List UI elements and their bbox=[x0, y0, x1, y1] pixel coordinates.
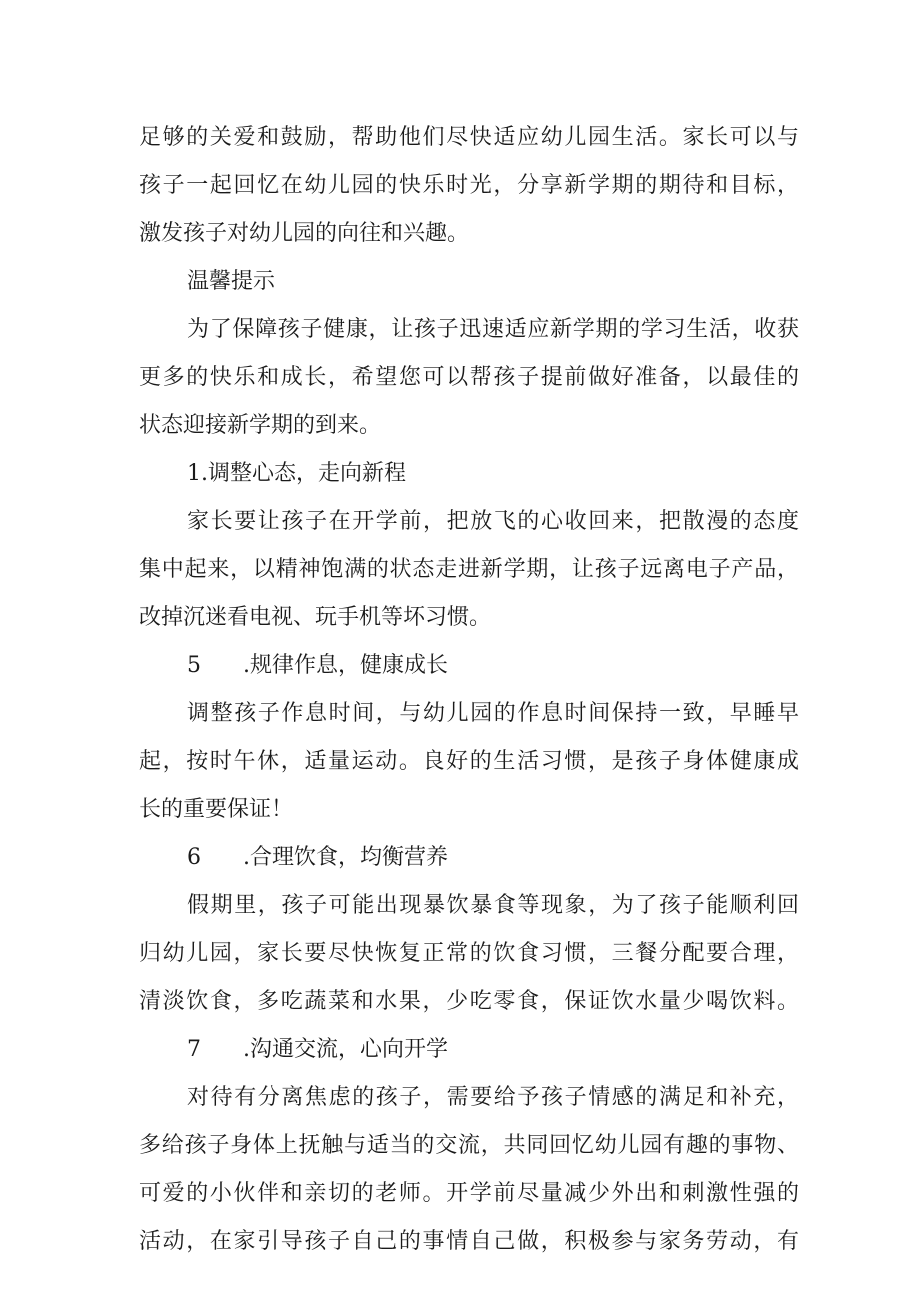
body-line: 家长要让孩子在开学前，把放飞的心收回来，把散漫的态度 bbox=[187, 509, 799, 534]
item-heading bbox=[139, 1026, 799, 1074]
body-line: 清淡饮食，多吃蔬菜和水果，少吃零食，保证饮水量少喝饮料。 bbox=[139, 989, 799, 1014]
body-line: 改掉沉迷看电视、玩手机等坏习惯。 bbox=[139, 605, 492, 630]
body-line: 足够的关爱和鼓励，帮助他们尽快适应幼儿园生活。家长可以与 bbox=[139, 125, 799, 150]
body-line: 可爱的小伙伴和亲切的老师。开学前尽量减少外出和刺激性强的 bbox=[139, 1181, 799, 1206]
body-line: 假期里，孩子可能出现暴饮暴食等现象，为了孩子能顺利回 bbox=[187, 893, 799, 918]
body-line: 为了保障孩子健康，让孩子迅速适应新学期的学习生活，收获 bbox=[187, 317, 799, 342]
body-line: 孩子一起回忆在幼儿园的快乐时光，分享新学期的期待和目标， bbox=[139, 173, 799, 198]
body-line: 调整孩子作息时间，与幼儿园的作息时间保持一致，早睡早 bbox=[187, 701, 799, 726]
item-title: .规律作息，健康成长 bbox=[243, 653, 448, 678]
body-line: 状态迎接新学期的到来。 bbox=[139, 413, 382, 438]
body-line: 多给孩子身体上抚触与适当的交流，共同回忆幼儿园有趣的事物、 bbox=[139, 1133, 799, 1158]
body-line: 起，按时午休，适量运动。良好的生活习惯，是孩子身体健康成 bbox=[139, 749, 799, 774]
item-number: 6 bbox=[187, 845, 201, 870]
body-line: 对待有分离焦虑的孩子，需要给予孩子情感的满足和补充， bbox=[187, 1085, 799, 1110]
item-heading: 1.调整心态，走向新程 bbox=[187, 461, 406, 486]
item-heading bbox=[139, 642, 799, 690]
body-line: 更多的快乐和成长，希望您可以帮孩子提前做好准备，以最佳的 bbox=[139, 365, 799, 390]
item-heading bbox=[139, 834, 799, 882]
item-number: 7 bbox=[187, 1037, 201, 1062]
body-line: 激发孩子对幼儿园的向往和兴趣。 bbox=[139, 221, 470, 246]
document-page bbox=[139, 114, 799, 1266]
body-line: 长的重要保证！ bbox=[139, 797, 294, 822]
section-heading: 温馨提示 bbox=[187, 269, 276, 294]
body-line: 归幼儿园，家长要尽快恢复正常的饮食习惯，三餐分配要合理， bbox=[139, 941, 799, 966]
item-number: 5 bbox=[187, 653, 201, 678]
body-line: 活动，在家引导孩子自己的事情自己做，积极参与家务劳动，有 bbox=[139, 1229, 799, 1254]
body-line: 集中起来，以精神饱满的状态走进新学期，让孩子远离电子产品， bbox=[139, 557, 799, 582]
item-title: .沟通交流，心向开学 bbox=[243, 1037, 448, 1062]
item-title: .合理饮食，均衡营养 bbox=[243, 845, 448, 870]
